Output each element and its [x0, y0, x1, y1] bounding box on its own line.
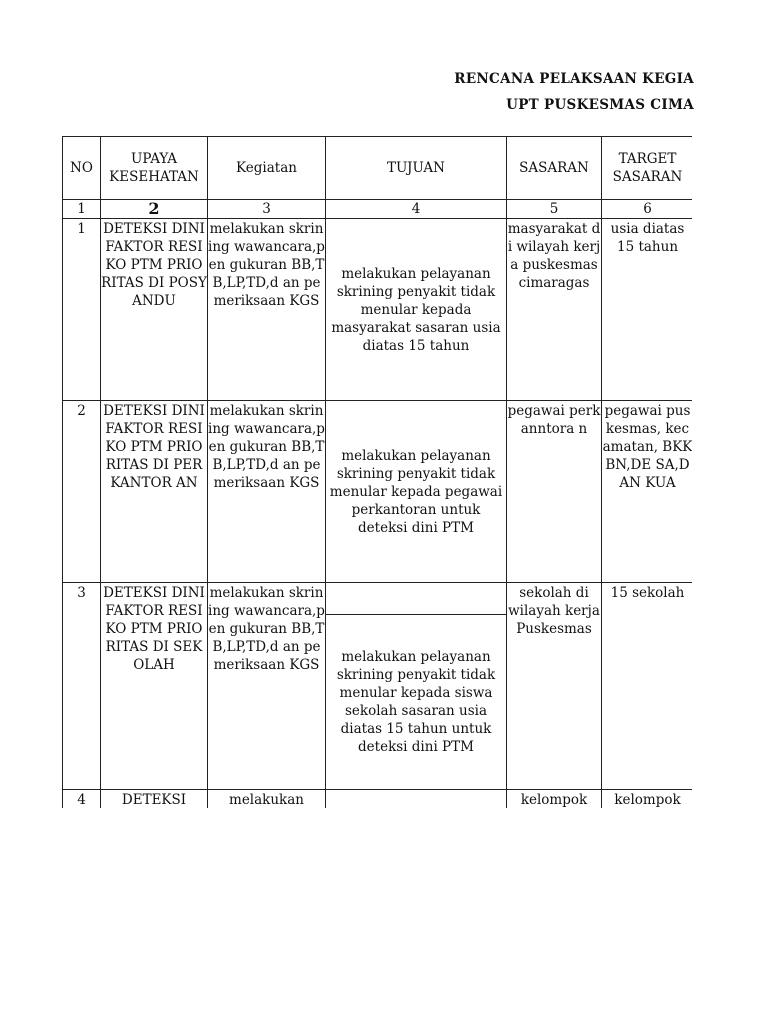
- row-kegiatan: melakukan: [208, 790, 326, 809]
- table-row: [63, 219, 693, 401]
- row-kegiatan: melakukan skrining wawancara,pen gukuran BB,TB,LP,TD,d an pemeriksaan KGS: [208, 401, 326, 583]
- document-title: RENCANA PELAKSAAN KEGIA: [454, 71, 694, 87]
- column-number-row: [63, 200, 693, 219]
- activity-table: [62, 136, 692, 808]
- col-header-kegiatan: Kegiatan: [208, 137, 326, 200]
- col-header-sasaran: SASARAN: [507, 137, 602, 200]
- col-number: 2: [101, 200, 208, 219]
- row-tujuan: [326, 790, 507, 809]
- row-upaya: DETEKSI DINI FAKTOR RESIKO PTM PRIORITAS DI PERKANTOR AN: [101, 401, 208, 583]
- header-row: [63, 137, 693, 200]
- activity-table-frame: [62, 136, 692, 808]
- row-upaya: DETEKSI DINI FAKTOR RESIKO PTM PRIORITAS DI SEKOLAH: [101, 583, 208, 790]
- row-target: 15 sekolah: [602, 583, 693, 790]
- row-target: kelompok: [602, 790, 693, 809]
- row-no: 1: [63, 219, 101, 401]
- row-tujuan: melakukan pelayanan skrining penyakit tidak menular kepada masyarakat sasaran usia diatas 15 tahun: [326, 219, 507, 401]
- col-number: 1: [63, 200, 101, 219]
- col-number: 3: [208, 200, 326, 219]
- row-kegiatan: melakukan skrining wawancara,pen gukuran BB,TB,LP,TD,d an pemeriksaan KGS: [208, 583, 326, 790]
- row-sasaran: kelompok: [507, 790, 602, 809]
- col-number: 4: [326, 200, 507, 219]
- col-header-upaya: UPAYA KESEHATAN: [101, 137, 208, 200]
- row-sasaran: masyarakat di wilayah kerja puskesmas cimaragas: [507, 219, 602, 401]
- row-no: 4: [63, 790, 101, 809]
- col-header-target: TARGET SASARAN: [602, 137, 693, 200]
- row-no: 3: [63, 583, 101, 790]
- row-target: pegawai puskesmas, kecamatan, BKKBN,DE SA,DAN KUA: [602, 401, 693, 583]
- row-tujuan-empty: [326, 583, 507, 615]
- col-header-no: NO: [63, 137, 101, 200]
- row-upaya: DETEKSI DINI FAKTOR RESIKO PTM PRIORITAS DI POSYANDU: [101, 219, 208, 401]
- col-number: 5: [507, 200, 602, 219]
- table-row: [63, 401, 693, 583]
- document-subtitle: UPT PUSKESMAS CIMA: [506, 97, 694, 113]
- row-sasaran: pegawai perkanntora n: [507, 401, 602, 583]
- col-number: 6: [602, 200, 693, 219]
- row-tujuan: melakukan pelayanan skrining penyakit tidak menular kepada siswa sekolah sasaran usia diatas 15 tahun untuk deteksi dini PTM: [326, 615, 507, 790]
- row-target: usia diatas 15 tahun: [602, 219, 693, 401]
- row-tujuan: melakukan pelayanan skrining penyakit tidak menular kepada pegawai perkantoran untuk deteksi dini PTM: [326, 401, 507, 583]
- table-row: [63, 790, 693, 809]
- table-row: [63, 583, 693, 615]
- row-upaya: DETEKSI: [101, 790, 208, 809]
- col-header-tujuan: TUJUAN: [326, 137, 507, 200]
- row-kegiatan: melakukan skrining wawancara,pen gukuran BB,TB,LP,TD,d an pemeriksaan KGS: [208, 219, 326, 401]
- row-no: 2: [63, 401, 101, 583]
- row-sasaran: sekolah di wilayah kerja Puskesmas: [507, 583, 602, 790]
